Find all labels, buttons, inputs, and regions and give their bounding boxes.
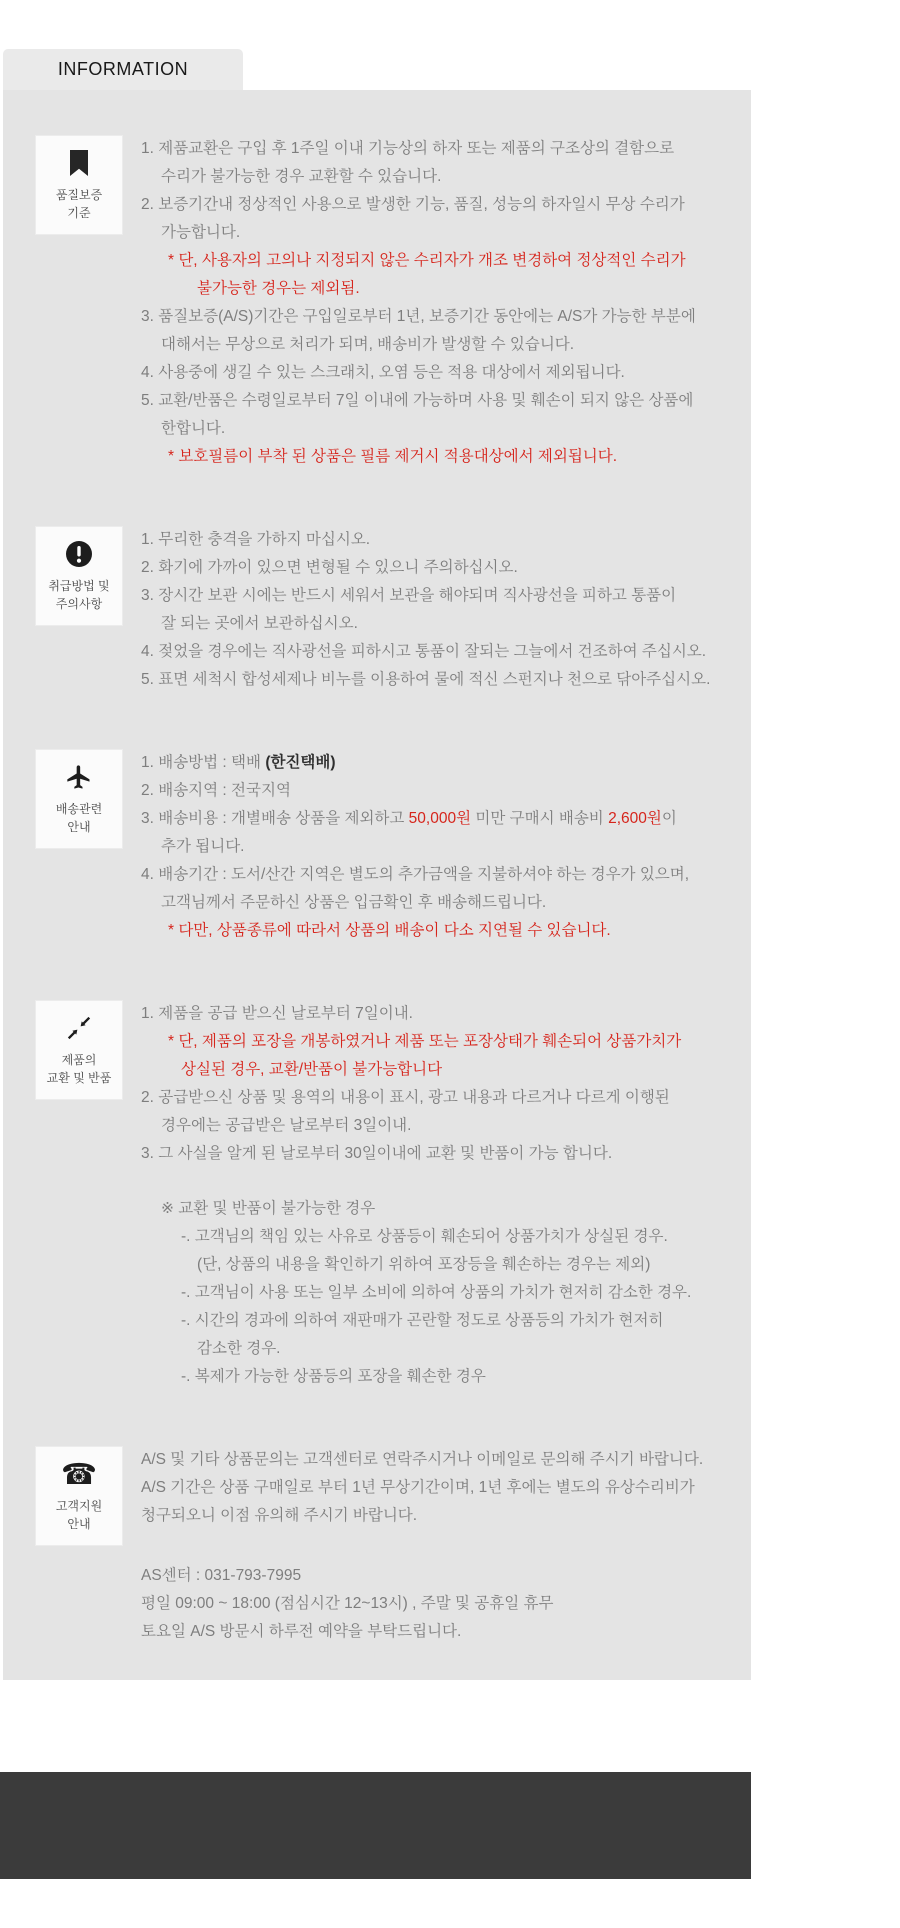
text-line [141, 833, 741, 861]
text-segment: 4. 배송기간 : 도서/산간 지역은 별도의 추가금액을 지불하셔야 하는 경우가 있으며, [141, 866, 690, 883]
icon-box-label: 취급방법 및 주의사항 [48, 579, 110, 611]
text-line [141, 610, 741, 638]
icon-box-label: 고객지원 안내 [55, 1499, 103, 1531]
footer-bar [0, 1772, 751, 1879]
text-segment: 3. 그 사실을 알게 된 날로부터 30일이내에 교환 및 반품이 가능 합니다. [141, 1145, 613, 1162]
text-line [141, 1335, 741, 1363]
text-segment: 2,600원 [608, 810, 662, 827]
text-line [141, 1000, 741, 1028]
information-tab: INFORMATION [3, 49, 243, 90]
text-line [141, 638, 741, 666]
text-segment: 3. 품질보증(A/S)기간은 구입일로부터 1년, 보증기간 동안에는 A/S가 가능한 부분에 [141, 308, 696, 325]
text-line [141, 359, 741, 387]
text-segment: 1. 무리한 충격을 가하지 마십시오. [141, 531, 371, 548]
text-line [141, 1618, 741, 1646]
text-line [141, 219, 741, 247]
text-segment: 고객님께서 주문하신 상품은 입금확인 후 배송해드립니다. [161, 894, 547, 911]
info-section-customer-support [35, 1446, 751, 1646]
product-info-page [0, 49, 900, 1928]
text-segment: 3. 배송비용 : 개별배송 상품을 제외하고 [141, 810, 409, 827]
text-segment: 경우에는 공급받은 날로부터 3일이내. [161, 1117, 412, 1134]
text-segment: A/S 기간은 상품 구매일로 부터 1년 무상기간이며, 1년 후에는 별도의 유상수리비가 [141, 1479, 695, 1496]
text-line [141, 805, 741, 833]
text-segment: -. 복제가 가능한 상품등의 포장을 훼손한 경우 [181, 1368, 486, 1385]
text-line [141, 1112, 741, 1140]
text-segment: 2. 배송지역 : 전국지역 [141, 782, 291, 799]
text-segment: ※ 교환 및 반품이 불가능한 경우 [161, 1200, 376, 1217]
info-section-exchange-return [35, 1000, 751, 1391]
text-segment: 잘 되는 곳에서 보관하십시오. [161, 615, 358, 632]
text-segment: -. 시간의 경과에 의하여 재판매가 곤란할 정도로 상품등의 가치가 현저히 [181, 1312, 664, 1329]
text-segment: 1. 배송방법 : 택배 [141, 754, 266, 771]
text-line [141, 163, 741, 191]
text-line [141, 582, 741, 610]
text-segment: 수리가 불가능한 경우 교환할 수 있습니다. [161, 168, 442, 185]
text-segment: 불가능한 경우는 제외됨. [197, 280, 360, 297]
text-segment: 대해서는 무상으로 처리가 되며, 배송비가 발생할 수 있습니다. [161, 336, 575, 353]
text-segment: 4. 사용중에 생길 수 있는 스크래치, 오염 등은 적용 대상에서 제외됩니다. [141, 364, 625, 381]
text-line [141, 1307, 741, 1335]
text-line [141, 1084, 741, 1112]
info-section-quality-warranty [35, 135, 751, 471]
text-segment: A/S 및 기타 상품문의는 고객센터로 연락주시거나 이메일로 문의해 주시기 바랍니다. [141, 1451, 704, 1468]
airplane-icon [65, 762, 93, 792]
handling-precautions-icon-box [35, 526, 123, 626]
text-line [141, 1502, 741, 1530]
text-segment: * 보호필름이 부착 된 상품은 필름 제거시 적용대상에서 제외됩니다. [168, 448, 618, 465]
text-segment: -. 고객님이 사용 또는 일부 소비에 의하여 상품의 가치가 현저히 감소한 경우. [181, 1284, 692, 1301]
text-segment: * 단, 제품의 포장을 개봉하였거나 제품 또는 포장상태가 훼손되어 상품가치가 [168, 1033, 682, 1050]
info-section-shipping-info [35, 749, 751, 945]
text-segment: -. 고객님의 책임 있는 사유로 상품등이 훼손되어 상품가치가 상실된 경우. [181, 1228, 668, 1245]
text-segment: 감소한 경우. [197, 1340, 281, 1357]
text-line [141, 1590, 741, 1618]
text-line [141, 1195, 741, 1223]
text-segment: * 다만, 상품종류에 따라서 상품의 배송이 다소 지연될 수 있습니다. [168, 922, 611, 939]
text-line [141, 1474, 741, 1502]
text-segment: 2. 화기에 가까이 있으면 변형될 수 있으니 주의하십시오. [141, 559, 518, 576]
text-segment: 50,000원 [408, 810, 472, 827]
text-line [141, 1056, 741, 1084]
text-segment: 평일 09:00 ~ 18:00 (점심시간 12~13시) , 주말 및 공휴일 휴무 [141, 1595, 554, 1612]
text-line [141, 666, 741, 694]
text-segment: 이 [661, 810, 677, 827]
text-segment: * 단, 사용자의 고의나 지정되지 않은 수리자가 개조 변경하여 정상적인 수리가 [168, 252, 686, 269]
text-segment: 청구되오니 이점 유의해 주시기 바랍니다. [141, 1507, 418, 1524]
section-text [141, 1000, 741, 1391]
text-segment: 3. 장시간 보관 시에는 반드시 세워서 보관을 해야되며 직사광선을 피하고 통품이 [141, 587, 677, 604]
text-segment: 토요일 A/S 방문시 하루전 예약을 부탁드립니다. [141, 1623, 462, 1640]
text-segment: 상실된 경우, 교환/반품이 불가능합니다 [181, 1061, 443, 1078]
text-line [141, 1446, 741, 1474]
text-line [141, 1028, 741, 1056]
text-line [141, 331, 741, 359]
text-segment: 미만 구매시 배송비 [471, 810, 609, 827]
text-line [141, 303, 741, 331]
text-segment: 1. 제품교환은 구입 후 1주일 이내 기능상의 하자 또는 제품의 구조상의 결함으로 [141, 140, 675, 157]
text-line [141, 1562, 741, 1590]
section-text [141, 135, 741, 471]
text-segment: 2. 공급받으신 상품 및 용역의 내용이 표시, 광고 내용과 다르거나 다르게 이행된 [141, 1089, 670, 1106]
text-segment: 4. 젖었을 경우에는 직사광선을 피하시고 통품이 잘되는 그늘에서 건조하여 주십시오. [141, 643, 707, 660]
text-segment: 5. 표면 세척시 합성세제나 비누를 이용하여 물에 적신 스펀지나 천으로 닦아주십시오. [141, 671, 711, 688]
section-text [141, 1446, 741, 1646]
text-segment: 추가 됩니다. [161, 838, 245, 855]
icon-box-label: 배송관련 안내 [55, 802, 103, 834]
text-segment: (단, 상품의 내용을 확인하기 위하여 포장등을 훼손하는 경우는 제외) [197, 1256, 651, 1273]
shipping-info-icon-box [35, 749, 123, 849]
spacer [141, 1168, 142, 1195]
text-line [141, 1251, 741, 1279]
info-section-handling-precautions [35, 526, 751, 694]
quality-warranty-icon-box [35, 135, 123, 235]
text-line [141, 889, 741, 917]
alert-icon [65, 539, 93, 569]
text-line [141, 917, 741, 945]
phone-icon: ☎ [60, 1456, 98, 1491]
text-line [141, 1140, 741, 1168]
text-segment: 한합니다. [161, 420, 226, 437]
icon-box-label: 제품의 교환 및 반품 [46, 1053, 112, 1085]
section-text [141, 526, 741, 694]
text-segment: 가능합니다. [161, 224, 241, 241]
text-line [141, 554, 741, 582]
text-segment: 1. 제품을 공급 받으신 날로부터 7일이내. [141, 1005, 413, 1022]
section-text [141, 749, 741, 945]
text-line [141, 777, 741, 805]
exchange-arrows-icon [66, 1013, 92, 1043]
text-line [141, 387, 741, 415]
text-segment: 5. 교환/반품은 수령일로부터 7일 이내에 가능하며 사용 및 훼손이 되지 않은 상품에 [141, 392, 694, 409]
info-content [3, 90, 751, 1680]
text-line [141, 1363, 741, 1391]
text-segment: (한진택배) [265, 754, 336, 771]
text-segment: AS센터 : 031-793-7995 [141, 1567, 302, 1584]
text-line [141, 526, 741, 554]
text-line [141, 247, 741, 275]
icon-box-label: 품질보증 기준 [55, 188, 103, 220]
text-line [141, 275, 741, 303]
text-line [141, 415, 741, 443]
bookmark-icon [68, 148, 90, 178]
text-line [141, 135, 741, 163]
text-line [141, 191, 741, 219]
text-line [141, 749, 741, 777]
text-segment: 2. 보증기간내 정상적인 사용으로 발생한 기능, 품질, 성능의 하자일시 무상 수리가 [141, 196, 685, 213]
spacer [141, 1530, 142, 1562]
text-line [141, 1279, 741, 1307]
customer-support-icon-box [35, 1446, 123, 1546]
text-line [141, 861, 741, 889]
text-line [141, 1223, 741, 1251]
exchange-return-icon-box [35, 1000, 123, 1100]
text-line [141, 443, 741, 471]
